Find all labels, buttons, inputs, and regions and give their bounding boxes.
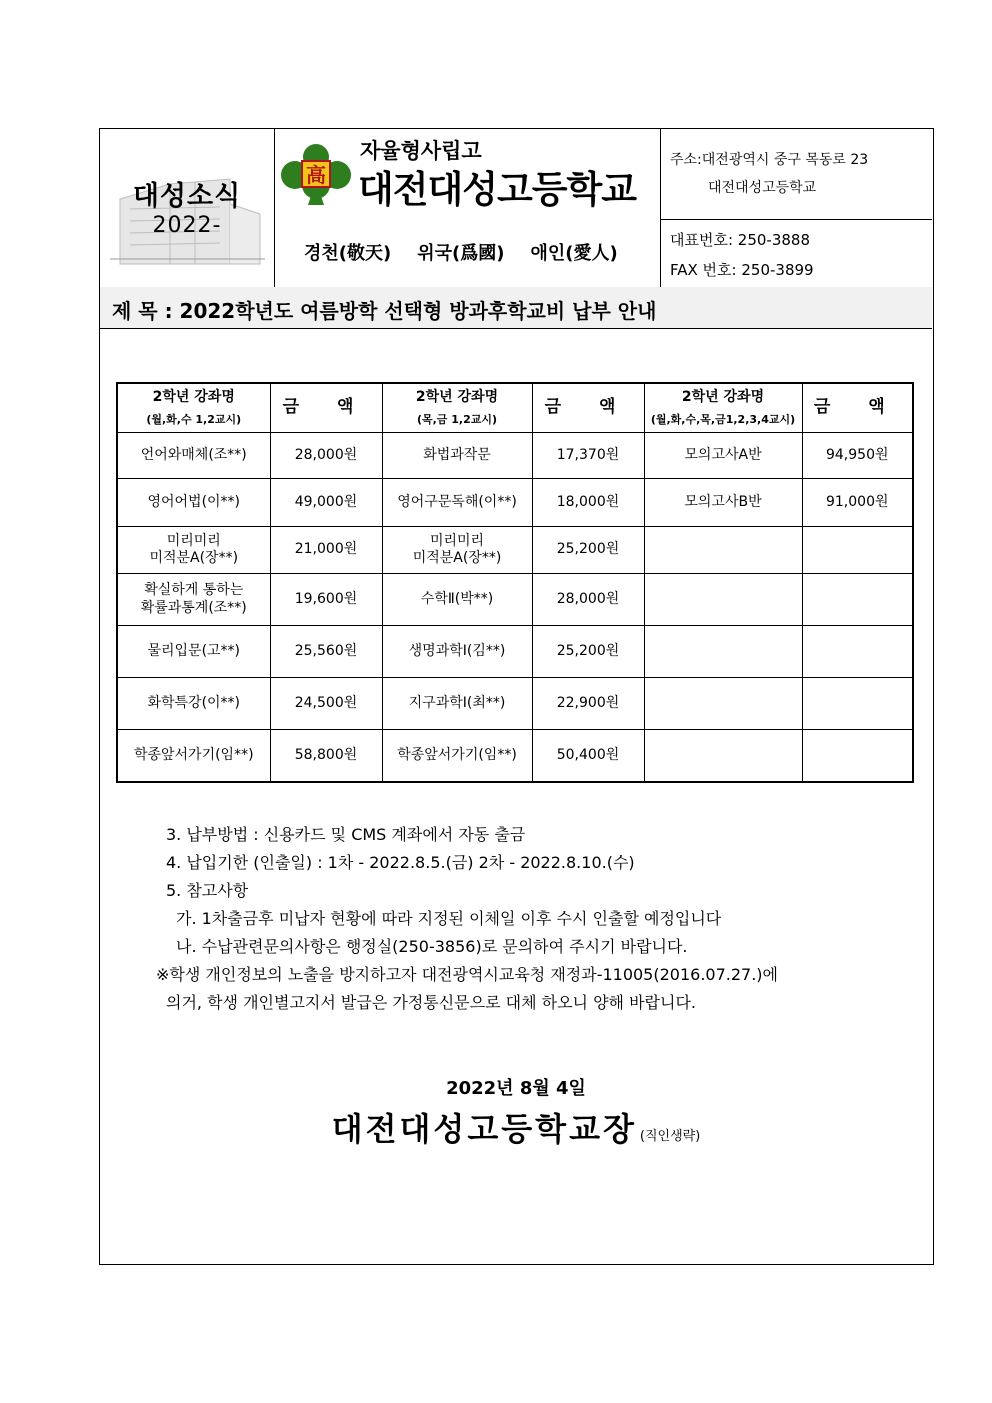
note-reference-b: 나. 수납관련문의사항은 행정실(250-3856)로 문의하여 주시기 바랍니다.: [176, 937, 688, 956]
course-name-cell: 언어와매체(조**): [117, 433, 270, 479]
motto-item: 경천(敬天): [304, 243, 392, 264]
letterhead: [100, 129, 932, 288]
column-header-amount: 금 액: [802, 383, 913, 433]
course-name-cell: [644, 574, 802, 626]
amount-cell: 17,370원: [532, 433, 644, 479]
principal-signature: [100, 1104, 932, 1150]
course-name-cell: 생명과학Ⅰ(김**): [382, 626, 532, 678]
contact-info: [660, 129, 932, 287]
address-line-1: 주소:대전광역시 중구 목동로 23: [670, 152, 869, 168]
course-name-cell: [644, 678, 802, 730]
course-name-cell: 모의고사B반: [644, 479, 802, 527]
column-header-course: 2학년 강좌명 (목,금 1,2교시): [382, 383, 532, 433]
course-name-cell: 미리미리 미적분A(장**): [117, 527, 270, 574]
amount-cell: [802, 730, 913, 782]
course-name-cell: 영어구문독해(이**): [382, 479, 532, 527]
newsletter-badge: [100, 129, 275, 287]
school-emblem-icon: [280, 143, 352, 205]
address-box: [660, 129, 932, 220]
table-row: [117, 730, 913, 782]
fee-table-header: [117, 383, 913, 433]
amount-cell: 19,600원: [270, 574, 382, 626]
table-row: [117, 479, 913, 527]
amount-cell: 24,500원: [270, 678, 382, 730]
course-name-cell: 수학Ⅱ(박**): [382, 574, 532, 626]
newsletter-year: 2022-: [152, 213, 222, 238]
amount-cell: 91,000원: [802, 479, 913, 527]
course-name-cell: 미리미리 미적분A(장**): [382, 527, 532, 574]
phone-number: 대표번호: 250-3888: [670, 231, 810, 249]
amount-cell: [802, 626, 913, 678]
school-type: 자율형사립고: [360, 139, 482, 163]
fax-number: FAX 번호: 250-3899: [670, 261, 814, 279]
course-name-cell: 지구과학Ⅰ(최**): [382, 678, 532, 730]
table-row: [117, 527, 913, 574]
course-name-cell: 영어어법(이**): [117, 479, 270, 527]
amount-cell: 25,200원: [532, 527, 644, 574]
amount-cell: 28,000원: [270, 433, 382, 479]
note-privacy-2: 의거, 학생 개인별고지서 발급은 가정통신문으로 대체 하오니 양해 바랍니다.: [166, 993, 696, 1012]
course-name-cell: [644, 730, 802, 782]
fee-table: [116, 382, 914, 783]
course-name-cell: [644, 626, 802, 678]
column-header-amount: 금 액: [532, 383, 644, 433]
note-reference-a: 가. 1차출금후 미납자 현황에 따라 지정된 이체일 이후 수시 인출할 예정입니다: [176, 909, 722, 928]
note-deadline: 4. 납입기한 (인출일) : 1차 - 2022.8.5.(금) 2차 - 2022.8.10.(수): [166, 853, 635, 872]
table-row: [117, 678, 913, 730]
column-header-course: 2학년 강좌명 (월,화,수,목,금1,2,3,4교시): [644, 383, 802, 433]
amount-cell: 25,560원: [270, 626, 382, 678]
seal-note: (직인생략): [639, 1129, 701, 1144]
column-header-amount: 금 액: [270, 383, 382, 433]
amount-cell: 22,900원: [532, 678, 644, 730]
amount-cell: 94,950원: [802, 433, 913, 479]
course-name-cell: 화법과작문: [382, 433, 532, 479]
school-motto: [304, 239, 644, 265]
motto-item: 위국(爲國): [417, 243, 505, 264]
school-identity: [274, 129, 661, 287]
amount-cell: 25,200원: [532, 626, 644, 678]
subject-title: 제 목 : 2022학년도 여름방학 선택형 방과후학교비 납부 안내: [112, 299, 657, 323]
amount-cell: 18,000원: [532, 479, 644, 527]
course-name-cell: 화학특강(이**): [117, 678, 270, 730]
newsletter-title: 대성소식: [132, 181, 242, 212]
course-name-cell: [644, 527, 802, 574]
emblem-character: 高: [306, 163, 326, 187]
amount-cell: [802, 527, 913, 574]
newsletter-page: [99, 128, 934, 1265]
table-row: [117, 433, 913, 479]
amount-cell: [802, 678, 913, 730]
subject-bar: [100, 287, 932, 329]
course-name-cell: 학종앞서가기(임**): [117, 730, 270, 782]
note-privacy-1: ※학생 개인정보의 노출을 방지하고자 대전광역시교육청 재정과-11005(2016.07.27.)에: [156, 965, 779, 984]
amount-cell: 50,400원: [532, 730, 644, 782]
school-name: 대전대성고등학교: [358, 168, 636, 211]
course-name-cell: 모의고사A반: [644, 433, 802, 479]
principal-title: 대전대성고등학교장: [331, 1110, 637, 1148]
course-name-cell: 확실하게 통하는 확률과통계(조**): [117, 574, 270, 626]
amount-cell: 28,000원: [532, 574, 644, 626]
issue-date: 2022년 8월 4일: [446, 1078, 586, 1099]
amount-cell: 49,000원: [270, 479, 382, 527]
amount-cell: 58,800원: [270, 730, 382, 782]
table-row: [117, 574, 913, 626]
table-row: [117, 626, 913, 678]
note-reference-title: 5. 참고사항: [166, 881, 249, 900]
column-header-course: 2학년 강좌명 (월,화,수 1,2교시): [117, 383, 270, 433]
note-payment-method: 3. 납부방법 : 신용카드 및 CMS 계좌에서 자동 출금: [166, 825, 526, 844]
address-line-2: 대전대성고등학교: [708, 180, 817, 196]
amount-cell: [802, 574, 913, 626]
course-name-cell: 학종앞서가기(임**): [382, 730, 532, 782]
fee-table-body: [117, 433, 913, 782]
amount-cell: 21,000원: [270, 527, 382, 574]
motto-item: 애인(愛人): [530, 243, 618, 264]
course-name-cell: 물리입문(고**): [117, 626, 270, 678]
